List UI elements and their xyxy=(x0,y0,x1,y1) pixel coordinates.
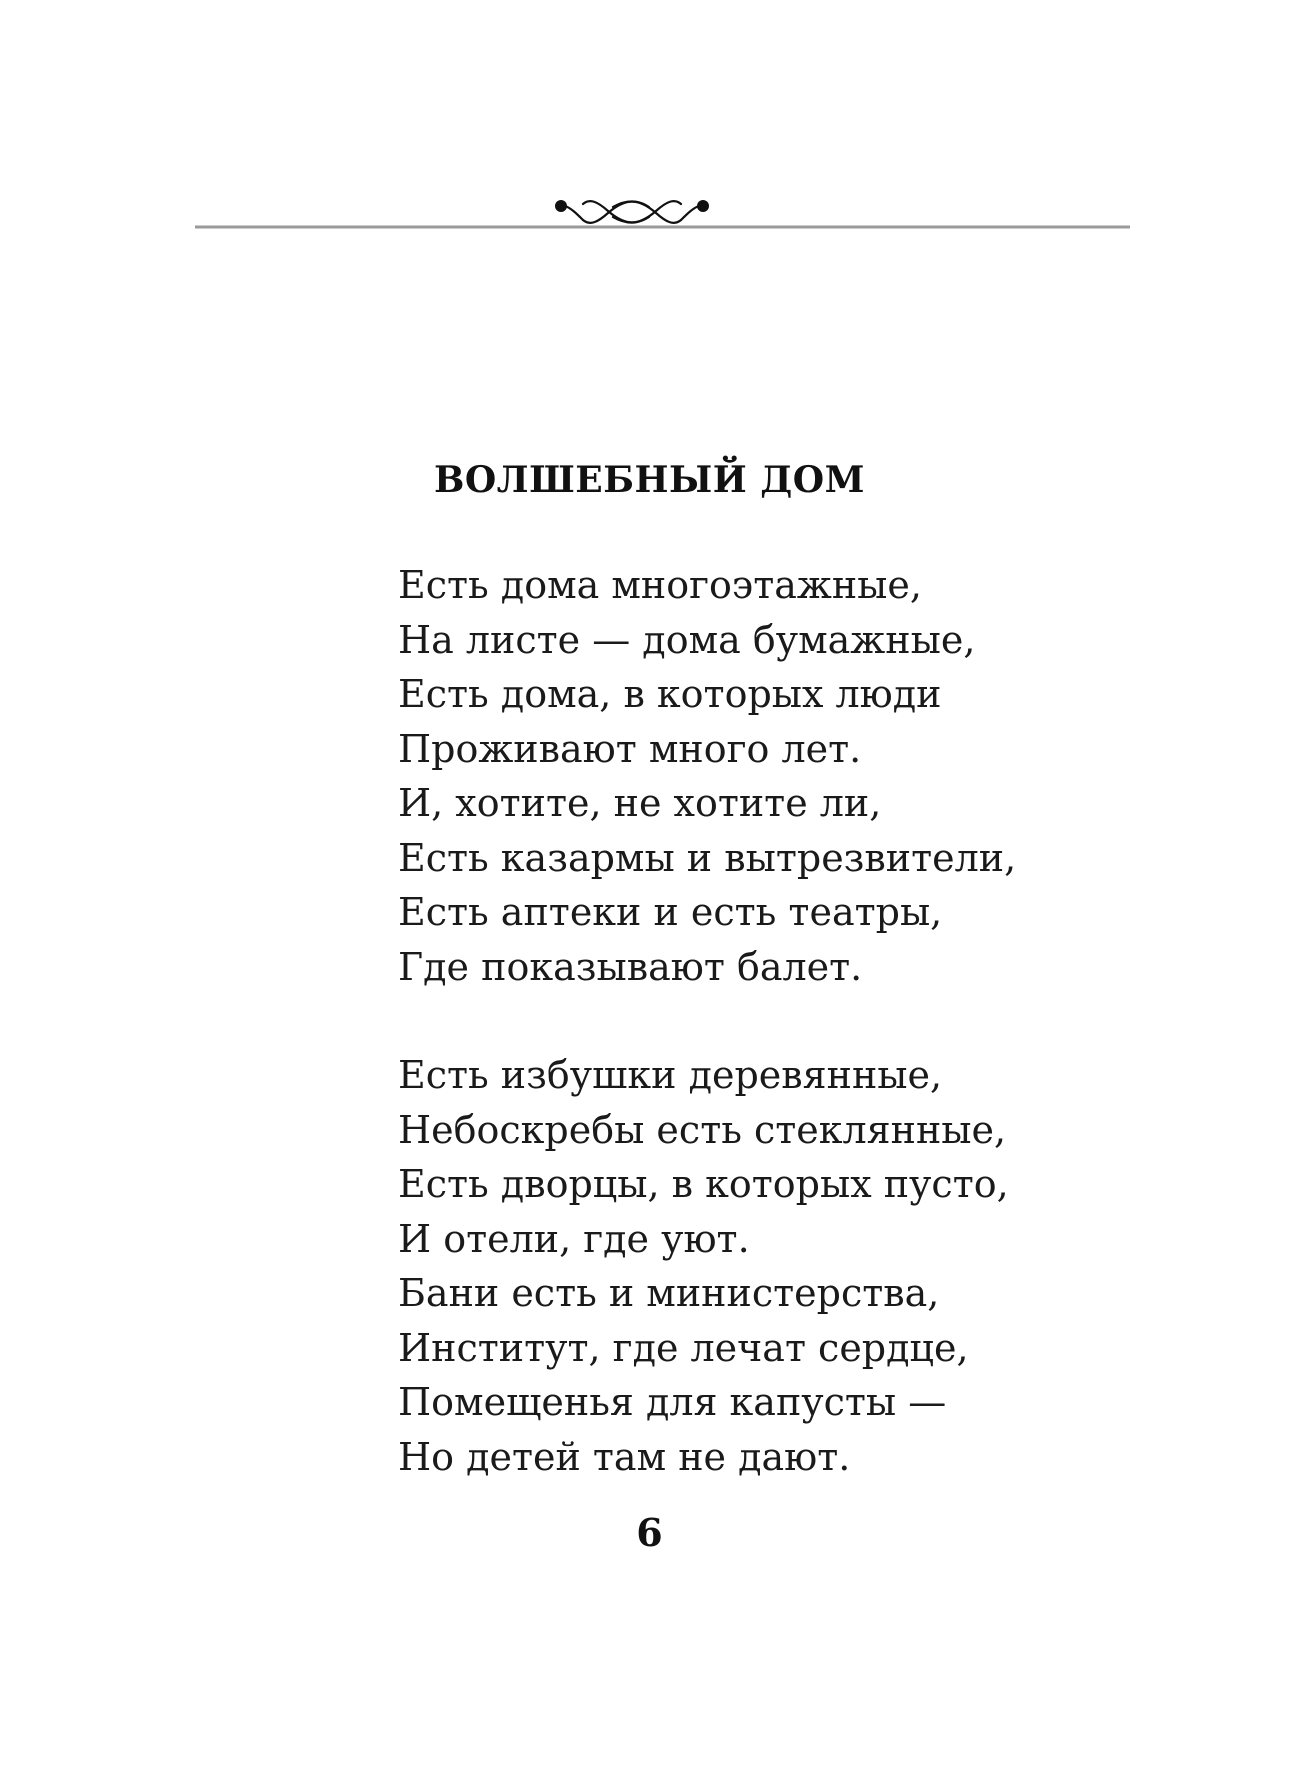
poem-line: Есть казармы и вытрезвители, xyxy=(398,835,1017,880)
poem-line: И отели, где уют. xyxy=(398,1216,750,1261)
poem-line: Институт, где лечат сердце, xyxy=(398,1325,969,1370)
poem-line: Бани есть и министерства, xyxy=(398,1271,940,1315)
poem-line: Проживают много лет. xyxy=(398,726,862,771)
poem-line: Есть избушки деревянные, xyxy=(398,1053,943,1097)
poem-body xyxy=(398,558,1178,1484)
flourish-divider-icon xyxy=(195,180,1130,250)
poem-line: Есть дома, в которых люди xyxy=(398,672,942,716)
stanza-1 xyxy=(398,558,1178,994)
poem-line: И, хотите, не хотите ли, xyxy=(398,781,882,825)
poem-line: На листе — дома бумажные, xyxy=(398,617,976,662)
poem-line: Есть аптеки и есть театры, xyxy=(398,890,943,934)
page-number: 6 xyxy=(636,1510,663,1555)
poem-line: Где показывают балет. xyxy=(398,944,863,989)
stanza-2 xyxy=(398,1048,1178,1484)
poem-line: Небоскребы есть стеклянные, xyxy=(398,1107,1007,1152)
poem-line: Есть дворцы, в которых пусто, xyxy=(398,1162,1009,1206)
poem-line: Помещенья для капусты — xyxy=(398,1380,947,1424)
poem-line: Есть дома многоэтажные, xyxy=(398,563,922,607)
poem-line: Но детей там не дают. xyxy=(398,1434,851,1479)
poem-title: ВОЛШЕБНЫЙ ДОМ xyxy=(433,459,865,501)
